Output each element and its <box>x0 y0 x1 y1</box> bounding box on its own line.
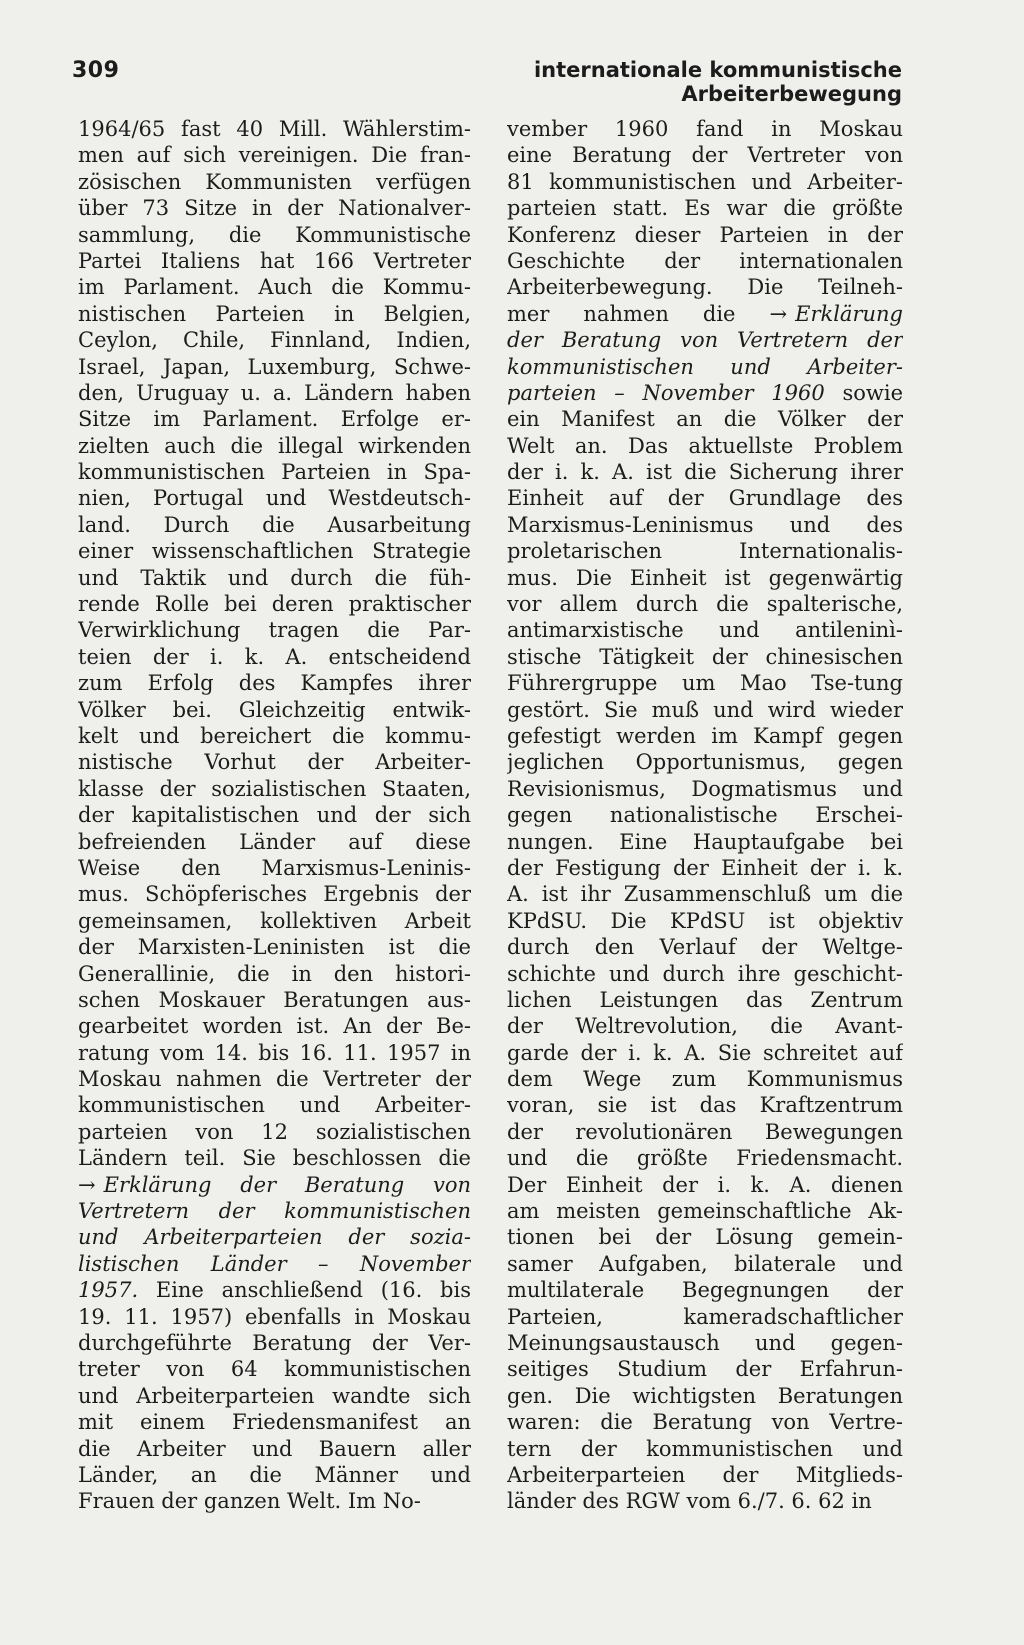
text-line <box>78 1488 471 1514</box>
line-text: Parteien, kameradschaftlicher <box>507 1304 903 1329</box>
cross-reference-title: listischen Länder – November <box>78 1251 471 1276</box>
text-line <box>507 961 903 987</box>
cross-reference-title: und Arbeiterparteien der sozia- <box>78 1225 471 1250</box>
cross-reference-title: kommunistischen und Arbeiter- <box>507 354 903 379</box>
text-line <box>78 538 471 564</box>
text-line <box>78 327 471 353</box>
text-line <box>507 1277 903 1303</box>
text-line <box>78 116 471 142</box>
cross-reference-arrow-icon: → <box>769 301 788 326</box>
left-column <box>78 116 471 1515</box>
line-text: Länder, an die Männer und <box>78 1462 471 1487</box>
line-text: schichte und durch ihre geschicht- <box>507 961 903 986</box>
line-text: Sitze im Parlament. Erfolge er- <box>78 407 471 432</box>
line-text: die Arbeiter und Bauern aller <box>78 1436 471 1461</box>
text-line <box>507 802 903 828</box>
text-line <box>78 1330 471 1356</box>
line-text: rende Rolle bei deren praktischer <box>78 592 471 617</box>
text-line <box>78 617 471 643</box>
line-text: treter von 64 kommunistischen <box>78 1357 471 1382</box>
line-text: im Parlament. Auch die Kommu- <box>78 275 471 300</box>
text-line <box>78 1277 471 1303</box>
cross-reference-title: der Beratung von Vertretern der <box>507 328 903 353</box>
cross-reference-title: 1957. <box>78 1278 139 1303</box>
text-line <box>507 749 903 775</box>
text-line <box>78 1013 471 1039</box>
page-number: 309 <box>72 58 120 83</box>
text-line <box>78 459 471 485</box>
text-line <box>78 1198 471 1224</box>
text-line <box>78 1172 471 1198</box>
line-text: Geschichte der internationalen <box>507 248 903 273</box>
line-text: Generallinie, die in den histori- <box>78 961 471 986</box>
text-line <box>507 1092 903 1118</box>
text-line <box>78 644 471 670</box>
line-text: zum Erfolg des Kampfes ihrer <box>78 671 471 696</box>
text-line <box>507 776 903 802</box>
line-text: kommunistischen und Arbeiter- <box>78 1093 471 1118</box>
text-line <box>507 881 903 907</box>
cross-reference-arrow-icon: → <box>78 1172 96 1197</box>
line-text: Ceylon, Chile, Finnland, Indien, <box>78 328 471 353</box>
line-text: gestört. Sie muß und wird wieder <box>507 697 903 722</box>
line-text: Israel, Japan, Luxemburg, Schwe- <box>78 354 471 379</box>
text-line <box>507 1145 903 1171</box>
line-text: Moskau nahmen die Vertreter der <box>78 1067 471 1092</box>
line-text: parteien von 12 sozialistischen <box>78 1119 471 1144</box>
text-line <box>507 1462 903 1488</box>
text-line <box>78 1145 471 1171</box>
line-text: durchgeführte Beratung der Ver- <box>78 1330 471 1355</box>
line-text: multilaterale Begegnungen der <box>507 1278 903 1303</box>
text-line <box>507 855 903 881</box>
text-line <box>78 222 471 248</box>
line-text: nien, Portugal und Westdeutsch- <box>78 486 471 511</box>
text-line <box>507 1013 903 1039</box>
line-text: 19. 11. 1957) ebenfalls in Moskau <box>78 1304 471 1329</box>
running-title: internationale kommunistische Arbeiterbewegung <box>533 58 902 106</box>
line-text: 1964/65 fast 40 Mill. Wählerstim- <box>78 117 471 141</box>
text-line <box>507 1304 903 1330</box>
text-line <box>507 1409 903 1435</box>
line-text: zösischen Kommunisten verfügen <box>78 169 471 194</box>
text-line <box>507 1356 903 1382</box>
line-text: ein Manifest an die Völker der <box>507 407 903 432</box>
text-line <box>78 1462 471 1488</box>
line-text: durch den Verlauf der Weltge- <box>507 935 903 960</box>
line-text: parteien statt. Es war die größte <box>507 196 903 221</box>
line-text: eine Beratung der Vertreter von <box>507 143 903 168</box>
text-line <box>507 1383 903 1409</box>
line-text: Führergruppe um Mao Tse-tung <box>507 671 903 696</box>
text-line <box>78 195 471 221</box>
text-line <box>507 829 903 855</box>
text-line <box>78 169 471 195</box>
text-line <box>507 1066 903 1092</box>
cross-reference-title: Erklärung <box>795 301 903 326</box>
line-text: Frauen der ganzen Welt. Im No- <box>78 1489 421 1514</box>
text-line <box>78 248 471 274</box>
line-text: kommunistischen Parteien in Spa- <box>78 460 471 485</box>
text-line <box>78 485 471 511</box>
cross-reference-title: parteien – November 1960 <box>507 380 825 405</box>
line-text: der Marxisten-Leninisten ist die <box>78 935 471 960</box>
line-text: tionen bei der Lösung gemein- <box>507 1225 903 1250</box>
line-text: gemeinsamen, kollektiven Arbeit <box>78 908 471 933</box>
text-line <box>507 1436 903 1462</box>
line-text: Arbeiterbewegung. Die Teilneh- <box>507 275 903 300</box>
text-line <box>78 1436 471 1462</box>
text-line <box>78 855 471 881</box>
line-text: samer Aufgaben, bilaterale und <box>507 1251 903 1276</box>
text-line <box>507 327 903 353</box>
text-line <box>78 1224 471 1250</box>
text-line <box>78 565 471 591</box>
line-text: KPdSU. Die KPdSU ist objektiv <box>507 908 903 933</box>
line-text: schen Moskauer Beratungen aus- <box>78 987 471 1012</box>
text-line <box>78 433 471 459</box>
text-line <box>78 512 471 538</box>
line-text: der revolutionären Bewegungen <box>507 1119 903 1144</box>
text-line <box>507 459 903 485</box>
text-line <box>78 723 471 749</box>
line-text: vor allem durch die spalterische, <box>507 592 903 617</box>
line-text: gefestigt werden im Kampf gegen <box>507 723 903 748</box>
line-text: Verwirklichung tragen die Par- <box>78 618 471 643</box>
line-text: und Taktik und durch die füh- <box>78 565 471 590</box>
text-line <box>507 1119 903 1145</box>
line-text: Ländern teil. Sie beschlossen die <box>78 1146 471 1171</box>
line-text: gen. Die wichtigsten Beratungen <box>507 1383 903 1408</box>
text-line <box>78 908 471 934</box>
text-line <box>507 670 903 696</box>
text-line <box>78 961 471 987</box>
text-line <box>78 697 471 723</box>
text-line <box>507 169 903 195</box>
text-line <box>78 354 471 380</box>
text-line <box>507 195 903 221</box>
line-text: voran, sie ist das Kraftzentrum <box>507 1093 903 1118</box>
line-text: über 73 Sitze in der Nationalver- <box>78 196 471 221</box>
text-line <box>507 142 903 168</box>
text-line <box>78 274 471 300</box>
text-line <box>507 591 903 617</box>
line-text: und die größte Friedensmacht. <box>507 1146 903 1171</box>
line-text: zielten auch die illegal wirkenden <box>78 433 471 458</box>
text-line <box>78 802 471 828</box>
text-line <box>507 380 903 406</box>
line-text: ratung vom 14. bis 16. 11. 1957 in <box>78 1040 471 1065</box>
text-line <box>507 565 903 591</box>
line-text: Eine anschließend (16. bis <box>138 1278 471 1303</box>
line-text: der kapitalistischen und der sich <box>78 803 471 828</box>
text-line <box>78 1066 471 1092</box>
line-text: der Festigung der Einheit der i. k. <box>507 855 903 880</box>
text-line <box>78 1092 471 1118</box>
line-text: gearbeitet worden ist. An der Be- <box>78 1014 471 1039</box>
line-text: Konferenz dieser Parteien in der <box>507 222 903 247</box>
line-text: proletarischen Internationalis- <box>507 539 903 564</box>
line-text: den, Uruguay u. a. Ländern haben <box>78 380 471 405</box>
text-line <box>507 617 903 643</box>
line-text: A. ist ihr Zusammenschluß um die <box>507 882 903 907</box>
text-line <box>507 934 903 960</box>
text-line <box>78 591 471 617</box>
line-text: teien der i. k. A. entscheidend <box>78 644 471 669</box>
text-line <box>78 670 471 696</box>
line-text: land. Durch die Ausarbeitung <box>78 512 471 537</box>
line-text: befreienden Länder auf diese <box>78 829 471 854</box>
line-text: jeglichen Opportunismus, gegen <box>507 750 903 775</box>
text-line <box>507 433 903 459</box>
line-text: nungen. Eine Hauptaufgabe bei <box>507 829 903 854</box>
text-line <box>507 1488 903 1514</box>
line-text: am meisten gemeinschaftliche Ak- <box>507 1199 903 1224</box>
line-text: gegen nationalistische Erschei- <box>507 803 903 828</box>
line-text: einer wissenschaftlichen Strategie <box>78 539 471 564</box>
line-text: Welt an. Das aktuellste Problem <box>507 433 903 458</box>
text-line <box>78 1356 471 1382</box>
line-text: antimarxistische und antileninì- <box>507 618 903 643</box>
text-line <box>507 512 903 538</box>
line-text: und Arbeiterparteien wandte sich <box>78 1383 471 1408</box>
text-line <box>78 1040 471 1066</box>
line-text: länder des RGW vom 6./7. 6. 62 in <box>507 1489 872 1514</box>
line-text: der i. k. A. ist die Sicherung ihrer <box>507 460 903 485</box>
text-line <box>78 1409 471 1435</box>
text-line <box>78 934 471 960</box>
text-line <box>78 1304 471 1330</box>
line-text: seitiges Studium der Erfahrun- <box>507 1357 903 1382</box>
line-text: tern der kommunistischen und <box>507 1436 903 1461</box>
text-line <box>507 644 903 670</box>
text-line <box>507 274 903 300</box>
line-text: klasse der sozialistischen Staaten, <box>78 776 471 801</box>
line-text: kelt und bereichert die kommu- <box>78 723 471 748</box>
text-line <box>78 406 471 432</box>
text-line <box>78 1251 471 1277</box>
line-text: Völker bei. Gleichzeitig entwik- <box>78 697 471 722</box>
line-text: mus. Die Einheit ist gegenwärtig <box>507 565 903 590</box>
line-text: mus. Schöpferisches Ergebnis der <box>78 882 471 907</box>
text-line <box>507 723 903 749</box>
text-line <box>507 538 903 564</box>
text-line <box>78 301 471 327</box>
text-line <box>78 987 471 1013</box>
text-line <box>507 1198 903 1224</box>
text-line <box>507 1040 903 1066</box>
cross-reference-title: Vertretern der kommunistischen <box>78 1199 471 1224</box>
line-text: Einheit auf der Grundlage des <box>507 486 903 511</box>
line-text: vember 1960 fand in Moskau <box>507 117 903 141</box>
line-text: Meinungsaustausch und gegen- <box>507 1330 903 1355</box>
line-text: men auf sich vereinigen. Die fran- <box>78 143 471 168</box>
line-text: Arbeiterparteien der Mitglieds- <box>507 1462 903 1487</box>
text-line <box>507 1224 903 1250</box>
text-line <box>507 301 903 327</box>
line-text: mit einem Friedensmanifest an <box>78 1410 471 1435</box>
text-line <box>507 406 903 432</box>
text-line <box>507 1330 903 1356</box>
line-text: stische Tätigkeit der chinesischen <box>507 644 903 669</box>
text-line <box>507 908 903 934</box>
text-line <box>507 485 903 511</box>
line-text: Revisionismus, Dogmatismus und <box>507 776 903 801</box>
line-text: nistischen Parteien in Belgien, <box>78 301 471 326</box>
line-text: waren: die Beratung von Vertre- <box>507 1410 903 1435</box>
text-line <box>78 142 471 168</box>
line-text: dem Wege zum Kommunismus <box>507 1067 903 1092</box>
text-line <box>78 776 471 802</box>
text-line <box>78 380 471 406</box>
text-line <box>507 354 903 380</box>
line-text: Marxismus-Leninismus und des <box>507 512 903 537</box>
cross-reference-title: Erklärung der Beratung von <box>103 1172 471 1197</box>
text-line <box>507 222 903 248</box>
line-text: Weise den Marxismus-Leninis- <box>78 855 471 880</box>
text-line <box>507 987 903 1013</box>
line-text: 81 kommunistischen und Arbeiter- <box>507 169 903 194</box>
line-text: Partei Italiens hat 166 Vertreter <box>78 248 471 273</box>
text-line <box>78 829 471 855</box>
text-line <box>78 1383 471 1409</box>
text-line <box>507 697 903 723</box>
text-line <box>78 881 471 907</box>
text-line <box>507 1172 903 1198</box>
text-line <box>507 248 903 274</box>
text-line <box>78 1119 471 1145</box>
line-text: nistische Vorhut der Arbeiter- <box>78 750 471 775</box>
right-column <box>507 116 903 1515</box>
text-line <box>507 1251 903 1277</box>
text-line <box>507 116 903 142</box>
line-text: sowie <box>824 380 903 405</box>
line-text: Der Einheit der i. k. A. dienen <box>507 1172 903 1197</box>
line-text: lichen Leistungen das Zentrum <box>507 987 903 1012</box>
line-text: mer nahmen die <box>507 301 770 326</box>
line-text: garde der i. k. A. Sie schreitet auf <box>507 1040 903 1065</box>
line-text: der Weltrevolution, die Avant- <box>507 1014 903 1039</box>
line-text: sammlung, die Kommunistische <box>78 222 471 247</box>
text-line <box>78 749 471 775</box>
